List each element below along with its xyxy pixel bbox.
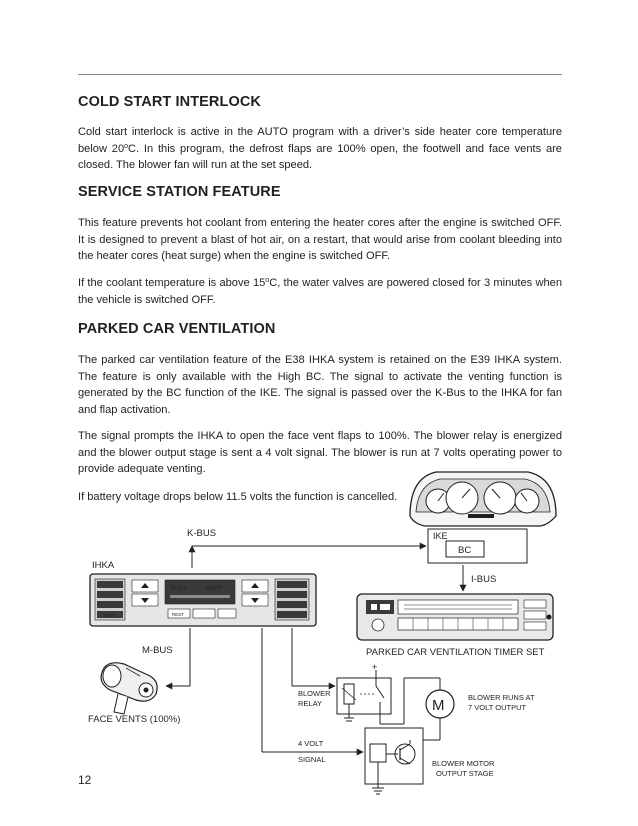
face-vent-flap-motor	[101, 663, 157, 714]
output-stage-label-1: BLOWER MOTOR	[432, 759, 495, 768]
i-bus-label: I-BUS	[471, 574, 497, 585]
k-bus-label: K-BUS	[187, 528, 217, 539]
paragraph-parked-car-2: The signal prompts the IHKA to open the face vent flaps to 100%. The blower relay is energized and the blower output stage is sent a 4 volt signal. The blower is run at 7 volts operating power to provide adequate venting.	[78, 430, 562, 476]
blower-relay	[337, 670, 391, 724]
ike-cluster	[410, 472, 556, 526]
blower-runs-label-2: 7 VOLT OUTPUT	[468, 703, 527, 712]
blower-relay-label-2: RELAY	[298, 699, 323, 708]
output-stage-label-2: OUTPUT STAGE	[436, 769, 494, 778]
motor-symbol: M	[432, 697, 445, 714]
paragraph-parked-car-3: If battery voltage drops below 11.5 volts the function is cancelled.	[78, 491, 398, 503]
plus-label: +	[372, 662, 378, 672]
ihka-control-panel	[90, 574, 316, 626]
face-vents-label: FACE VENTS (100%)	[88, 714, 181, 725]
blower-runs-label-1: BLOWER RUNS AT	[468, 693, 535, 702]
paragraph-parked-car-1: The parked car ventilation feature of the E38 IHKA system is retained on the E39 IHKA system. The feature is only available with the High BC. The signal to activate the venting function is generated by the BC function of the IKE. The signal is passed over the K-Bus to the IHKA for fan and flap activation.	[78, 354, 562, 416]
paragraph-cold-start: Cold start interlock is active in the AUTO program with a driver’s side heater core temperature below 20$^o$C. In this program, the defrost flaps are 100% open, the footwell and face vents are closed. The blower fan will run at the set speed.	[78, 126, 562, 172]
ike-label: IKE	[433, 531, 448, 541]
parked-car-ventilation-timer-set	[357, 594, 553, 640]
ihka-display-left: 70.0°F	[170, 586, 188, 592]
ihka-display-right: 640°F	[206, 586, 223, 592]
ihka-rest-label: REST	[172, 612, 185, 617]
heading-cold-start: COLD START INTERLOCK	[78, 94, 261, 110]
blower-relay-label-1: BLOWER	[298, 689, 331, 698]
paragraph-service-station-1: This feature prevents hot coolant from entering the heater cores after the engine is switched OFF. It is designed to prevent a blast of hot air, on a restart, that would arise from coolant bleeding into the heater cores (heat surge) when the engine is switched OFF.	[78, 217, 562, 263]
ihka-auto-label: AUTO	[104, 613, 117, 618]
blower-motor-output-stage	[365, 728, 423, 794]
m-bus-label: M-BUS	[142, 645, 173, 656]
page-number: 12	[78, 773, 92, 787]
timer-set-label: PARKED CAR VENTILATION TIMER SET	[366, 647, 545, 658]
heading-parked-car: PARKED CAR VENTILATION	[78, 321, 276, 337]
bc-label: BC	[458, 545, 472, 556]
paragraph-service-station-2: If the coolant temperature is above 15$^o$C, the water valves are powered closed for 3 minutes when the vehicle is switched OFF.	[78, 277, 562, 306]
ihka-label: IHKA	[92, 560, 115, 571]
four-volt-label: 4 VOLT	[298, 739, 324, 748]
heading-service-station: SERVICE STATION FEATURE	[78, 184, 281, 200]
signal-label: SIGNAL	[298, 755, 326, 764]
